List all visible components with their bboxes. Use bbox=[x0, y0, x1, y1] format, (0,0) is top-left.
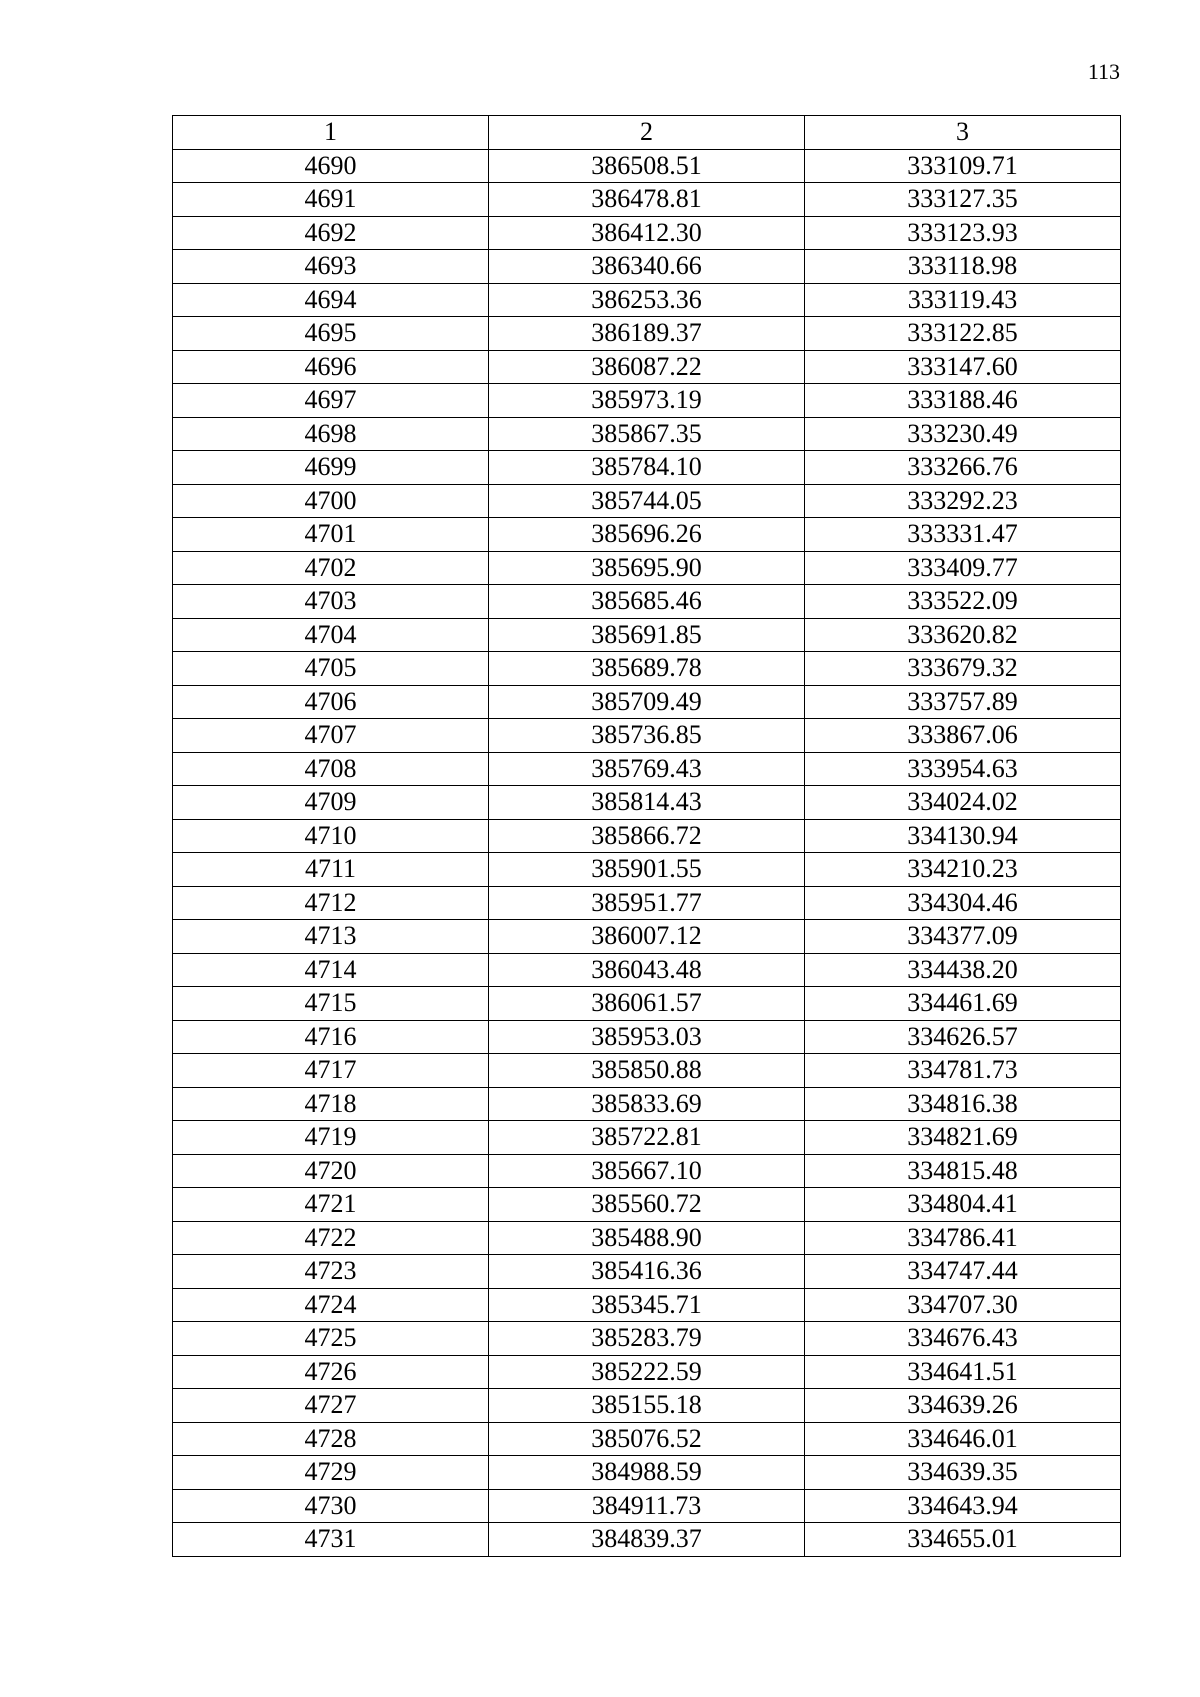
coordinate-x-cell: 385691.85 bbox=[489, 618, 805, 652]
coordinate-y-cell: 333409.77 bbox=[805, 551, 1121, 585]
coordinate-x-cell: 386253.36 bbox=[489, 283, 805, 317]
table-row bbox=[173, 417, 1121, 451]
coordinate-x-cell: 385784.10 bbox=[489, 451, 805, 485]
table-row bbox=[173, 283, 1121, 317]
point-number-cell: 4722 bbox=[173, 1221, 489, 1255]
table-row bbox=[173, 1154, 1121, 1188]
coordinate-x-cell: 384839.37 bbox=[489, 1523, 805, 1557]
point-number-cell: 4716 bbox=[173, 1020, 489, 1054]
coordinate-x-cell: 386043.48 bbox=[489, 953, 805, 987]
coordinates-table bbox=[172, 115, 1121, 1557]
point-number-cell: 4692 bbox=[173, 216, 489, 250]
coordinate-x-cell: 385901.55 bbox=[489, 853, 805, 887]
coordinate-y-cell: 333292.23 bbox=[805, 484, 1121, 518]
coordinate-x-cell: 384911.73 bbox=[489, 1489, 805, 1523]
table-row bbox=[173, 1422, 1121, 1456]
table-row bbox=[173, 1121, 1121, 1155]
coordinate-y-cell: 334786.41 bbox=[805, 1221, 1121, 1255]
point-number-cell: 4715 bbox=[173, 987, 489, 1021]
point-number-cell: 4703 bbox=[173, 585, 489, 619]
table-row bbox=[173, 1020, 1121, 1054]
coordinate-y-cell: 333109.71 bbox=[805, 149, 1121, 183]
table-row bbox=[173, 1355, 1121, 1389]
table-row bbox=[173, 618, 1121, 652]
coordinate-y-cell: 333522.09 bbox=[805, 585, 1121, 619]
coordinate-x-cell: 385416.36 bbox=[489, 1255, 805, 1289]
table-row bbox=[173, 886, 1121, 920]
point-number-cell: 4701 bbox=[173, 518, 489, 552]
coordinate-y-cell: 334024.02 bbox=[805, 786, 1121, 820]
coordinate-x-cell: 385769.43 bbox=[489, 752, 805, 786]
point-number-cell: 4694 bbox=[173, 283, 489, 317]
coordinate-y-cell: 333266.76 bbox=[805, 451, 1121, 485]
coordinate-y-cell: 333679.32 bbox=[805, 652, 1121, 686]
point-number-cell: 4731 bbox=[173, 1523, 489, 1557]
point-number-cell: 4697 bbox=[173, 384, 489, 418]
coordinate-y-cell: 334210.23 bbox=[805, 853, 1121, 887]
coordinate-x-cell: 385689.78 bbox=[489, 652, 805, 686]
point-number-cell: 4714 bbox=[173, 953, 489, 987]
point-number-cell: 4706 bbox=[173, 685, 489, 719]
coordinate-y-cell: 333757.89 bbox=[805, 685, 1121, 719]
coordinate-y-cell: 334639.35 bbox=[805, 1456, 1121, 1490]
coordinate-y-cell: 333123.93 bbox=[805, 216, 1121, 250]
coordinate-y-cell: 334821.69 bbox=[805, 1121, 1121, 1155]
point-number-cell: 4728 bbox=[173, 1422, 489, 1456]
coordinate-y-cell: 334655.01 bbox=[805, 1523, 1121, 1557]
point-number-cell: 4713 bbox=[173, 920, 489, 954]
coordinate-y-cell: 334747.44 bbox=[805, 1255, 1121, 1289]
table-row bbox=[173, 1188, 1121, 1222]
point-number-cell: 4709 bbox=[173, 786, 489, 820]
column-header-2: 2 bbox=[489, 116, 805, 150]
coordinate-x-cell: 385709.49 bbox=[489, 685, 805, 719]
table-row bbox=[173, 786, 1121, 820]
point-number-cell: 4696 bbox=[173, 350, 489, 384]
table-row bbox=[173, 719, 1121, 753]
coordinate-x-cell: 386061.57 bbox=[489, 987, 805, 1021]
point-number-cell: 4718 bbox=[173, 1087, 489, 1121]
coordinate-x-cell: 385695.90 bbox=[489, 551, 805, 585]
table-row bbox=[173, 216, 1121, 250]
coordinate-x-cell: 385833.69 bbox=[489, 1087, 805, 1121]
point-number-cell: 4727 bbox=[173, 1389, 489, 1423]
point-number-cell: 4707 bbox=[173, 719, 489, 753]
coordinate-y-cell: 333331.47 bbox=[805, 518, 1121, 552]
point-number-cell: 4729 bbox=[173, 1456, 489, 1490]
coordinate-y-cell: 334438.20 bbox=[805, 953, 1121, 987]
table-body bbox=[173, 149, 1121, 1556]
coordinate-y-cell: 333119.43 bbox=[805, 283, 1121, 317]
coordinate-x-cell: 386189.37 bbox=[489, 317, 805, 351]
point-number-cell: 4719 bbox=[173, 1121, 489, 1155]
coordinate-y-cell: 334639.26 bbox=[805, 1389, 1121, 1423]
coordinate-y-cell: 333188.46 bbox=[805, 384, 1121, 418]
point-number-cell: 4704 bbox=[173, 618, 489, 652]
coordinate-y-cell: 334130.94 bbox=[805, 819, 1121, 853]
coordinate-y-cell: 333147.60 bbox=[805, 350, 1121, 384]
coordinate-x-cell: 386412.30 bbox=[489, 216, 805, 250]
point-number-cell: 4724 bbox=[173, 1288, 489, 1322]
coordinate-x-cell: 385560.72 bbox=[489, 1188, 805, 1222]
table-row bbox=[173, 1054, 1121, 1088]
table-row bbox=[173, 451, 1121, 485]
coordinate-x-cell: 385667.10 bbox=[489, 1154, 805, 1188]
coordinate-x-cell: 385722.81 bbox=[489, 1121, 805, 1155]
coordinate-y-cell: 334646.01 bbox=[805, 1422, 1121, 1456]
header-row bbox=[173, 116, 1121, 150]
coordinate-x-cell: 386087.22 bbox=[489, 350, 805, 384]
point-number-cell: 4730 bbox=[173, 1489, 489, 1523]
point-number-cell: 4690 bbox=[173, 149, 489, 183]
table-row bbox=[173, 819, 1121, 853]
coordinate-x-cell: 386007.12 bbox=[489, 920, 805, 954]
table-row bbox=[173, 350, 1121, 384]
coordinate-x-cell: 385953.03 bbox=[489, 1020, 805, 1054]
point-number-cell: 4693 bbox=[173, 250, 489, 284]
point-number-cell: 4723 bbox=[173, 1255, 489, 1289]
table-row bbox=[173, 920, 1121, 954]
coordinate-x-cell: 385814.43 bbox=[489, 786, 805, 820]
coordinate-y-cell: 333954.63 bbox=[805, 752, 1121, 786]
coordinate-x-cell: 385222.59 bbox=[489, 1355, 805, 1389]
table-row bbox=[173, 953, 1121, 987]
table-row bbox=[173, 1389, 1121, 1423]
coordinate-y-cell: 334377.09 bbox=[805, 920, 1121, 954]
table-row bbox=[173, 1255, 1121, 1289]
table-row bbox=[173, 853, 1121, 887]
table-row bbox=[173, 1489, 1121, 1523]
point-number-cell: 4691 bbox=[173, 183, 489, 217]
point-number-cell: 4725 bbox=[173, 1322, 489, 1356]
coordinate-y-cell: 334707.30 bbox=[805, 1288, 1121, 1322]
table-row bbox=[173, 1523, 1121, 1557]
table-row bbox=[173, 685, 1121, 719]
table-row bbox=[173, 652, 1121, 686]
point-number-cell: 4702 bbox=[173, 551, 489, 585]
table-row bbox=[173, 484, 1121, 518]
coordinate-y-cell: 334626.57 bbox=[805, 1020, 1121, 1054]
point-number-cell: 4720 bbox=[173, 1154, 489, 1188]
table-row bbox=[173, 1288, 1121, 1322]
coordinate-x-cell: 385076.52 bbox=[489, 1422, 805, 1456]
point-number-cell: 4717 bbox=[173, 1054, 489, 1088]
table-row bbox=[173, 317, 1121, 351]
point-number-cell: 4721 bbox=[173, 1188, 489, 1222]
point-number-cell: 4710 bbox=[173, 819, 489, 853]
coordinate-y-cell: 333867.06 bbox=[805, 719, 1121, 753]
point-number-cell: 4711 bbox=[173, 853, 489, 887]
coordinate-x-cell: 386508.51 bbox=[489, 149, 805, 183]
point-number-cell: 4699 bbox=[173, 451, 489, 485]
coordinate-x-cell: 386478.81 bbox=[489, 183, 805, 217]
coordinate-x-cell: 385155.18 bbox=[489, 1389, 805, 1423]
table-row bbox=[173, 384, 1121, 418]
point-number-cell: 4712 bbox=[173, 886, 489, 920]
coordinate-x-cell: 385744.05 bbox=[489, 484, 805, 518]
coordinate-y-cell: 334676.43 bbox=[805, 1322, 1121, 1356]
table-row bbox=[173, 752, 1121, 786]
coordinate-y-cell: 334461.69 bbox=[805, 987, 1121, 1021]
coordinate-x-cell: 385685.46 bbox=[489, 585, 805, 619]
coordinate-y-cell: 334781.73 bbox=[805, 1054, 1121, 1088]
coordinate-x-cell: 385973.19 bbox=[489, 384, 805, 418]
table-row bbox=[173, 1087, 1121, 1121]
table-row bbox=[173, 518, 1121, 552]
coordinate-y-cell: 334304.46 bbox=[805, 886, 1121, 920]
table-row bbox=[173, 1322, 1121, 1356]
coordinate-x-cell: 385696.26 bbox=[489, 518, 805, 552]
coordinate-y-cell: 334815.48 bbox=[805, 1154, 1121, 1188]
table-row bbox=[173, 183, 1121, 217]
table-row bbox=[173, 1221, 1121, 1255]
coordinate-y-cell: 334643.94 bbox=[805, 1489, 1121, 1523]
point-number-cell: 4708 bbox=[173, 752, 489, 786]
coordinate-y-cell: 334816.38 bbox=[805, 1087, 1121, 1121]
coordinate-x-cell: 385867.35 bbox=[489, 417, 805, 451]
coordinate-y-cell: 333230.49 bbox=[805, 417, 1121, 451]
table-row bbox=[173, 987, 1121, 1021]
point-number-cell: 4695 bbox=[173, 317, 489, 351]
point-number-cell: 4705 bbox=[173, 652, 489, 686]
table-row bbox=[173, 1456, 1121, 1490]
coordinate-y-cell: 333118.98 bbox=[805, 250, 1121, 284]
table-row bbox=[173, 551, 1121, 585]
point-number-cell: 4700 bbox=[173, 484, 489, 518]
page-number: 113 bbox=[1087, 59, 1120, 84]
coordinate-y-cell: 333122.85 bbox=[805, 317, 1121, 351]
coordinate-x-cell: 385850.88 bbox=[489, 1054, 805, 1088]
coordinate-x-cell: 384988.59 bbox=[489, 1456, 805, 1490]
point-number-cell: 4726 bbox=[173, 1355, 489, 1389]
table-row bbox=[173, 585, 1121, 619]
point-number-cell: 4698 bbox=[173, 417, 489, 451]
coordinate-x-cell: 385345.71 bbox=[489, 1288, 805, 1322]
table-row bbox=[173, 149, 1121, 183]
coordinate-x-cell: 386340.66 bbox=[489, 250, 805, 284]
coordinate-y-cell: 334804.41 bbox=[805, 1188, 1121, 1222]
coordinate-y-cell: 333620.82 bbox=[805, 618, 1121, 652]
coordinate-x-cell: 385736.85 bbox=[489, 719, 805, 753]
coordinate-x-cell: 385488.90 bbox=[489, 1221, 805, 1255]
coordinate-x-cell: 385866.72 bbox=[489, 819, 805, 853]
coordinate-y-cell: 333127.35 bbox=[805, 183, 1121, 217]
coordinate-x-cell: 385283.79 bbox=[489, 1322, 805, 1356]
column-header-3: 3 bbox=[805, 116, 1121, 150]
table-header bbox=[173, 116, 1121, 150]
coordinate-y-cell: 334641.51 bbox=[805, 1355, 1121, 1389]
table-row bbox=[173, 250, 1121, 284]
column-header-1: 1 bbox=[173, 116, 489, 150]
coordinate-x-cell: 385951.77 bbox=[489, 886, 805, 920]
